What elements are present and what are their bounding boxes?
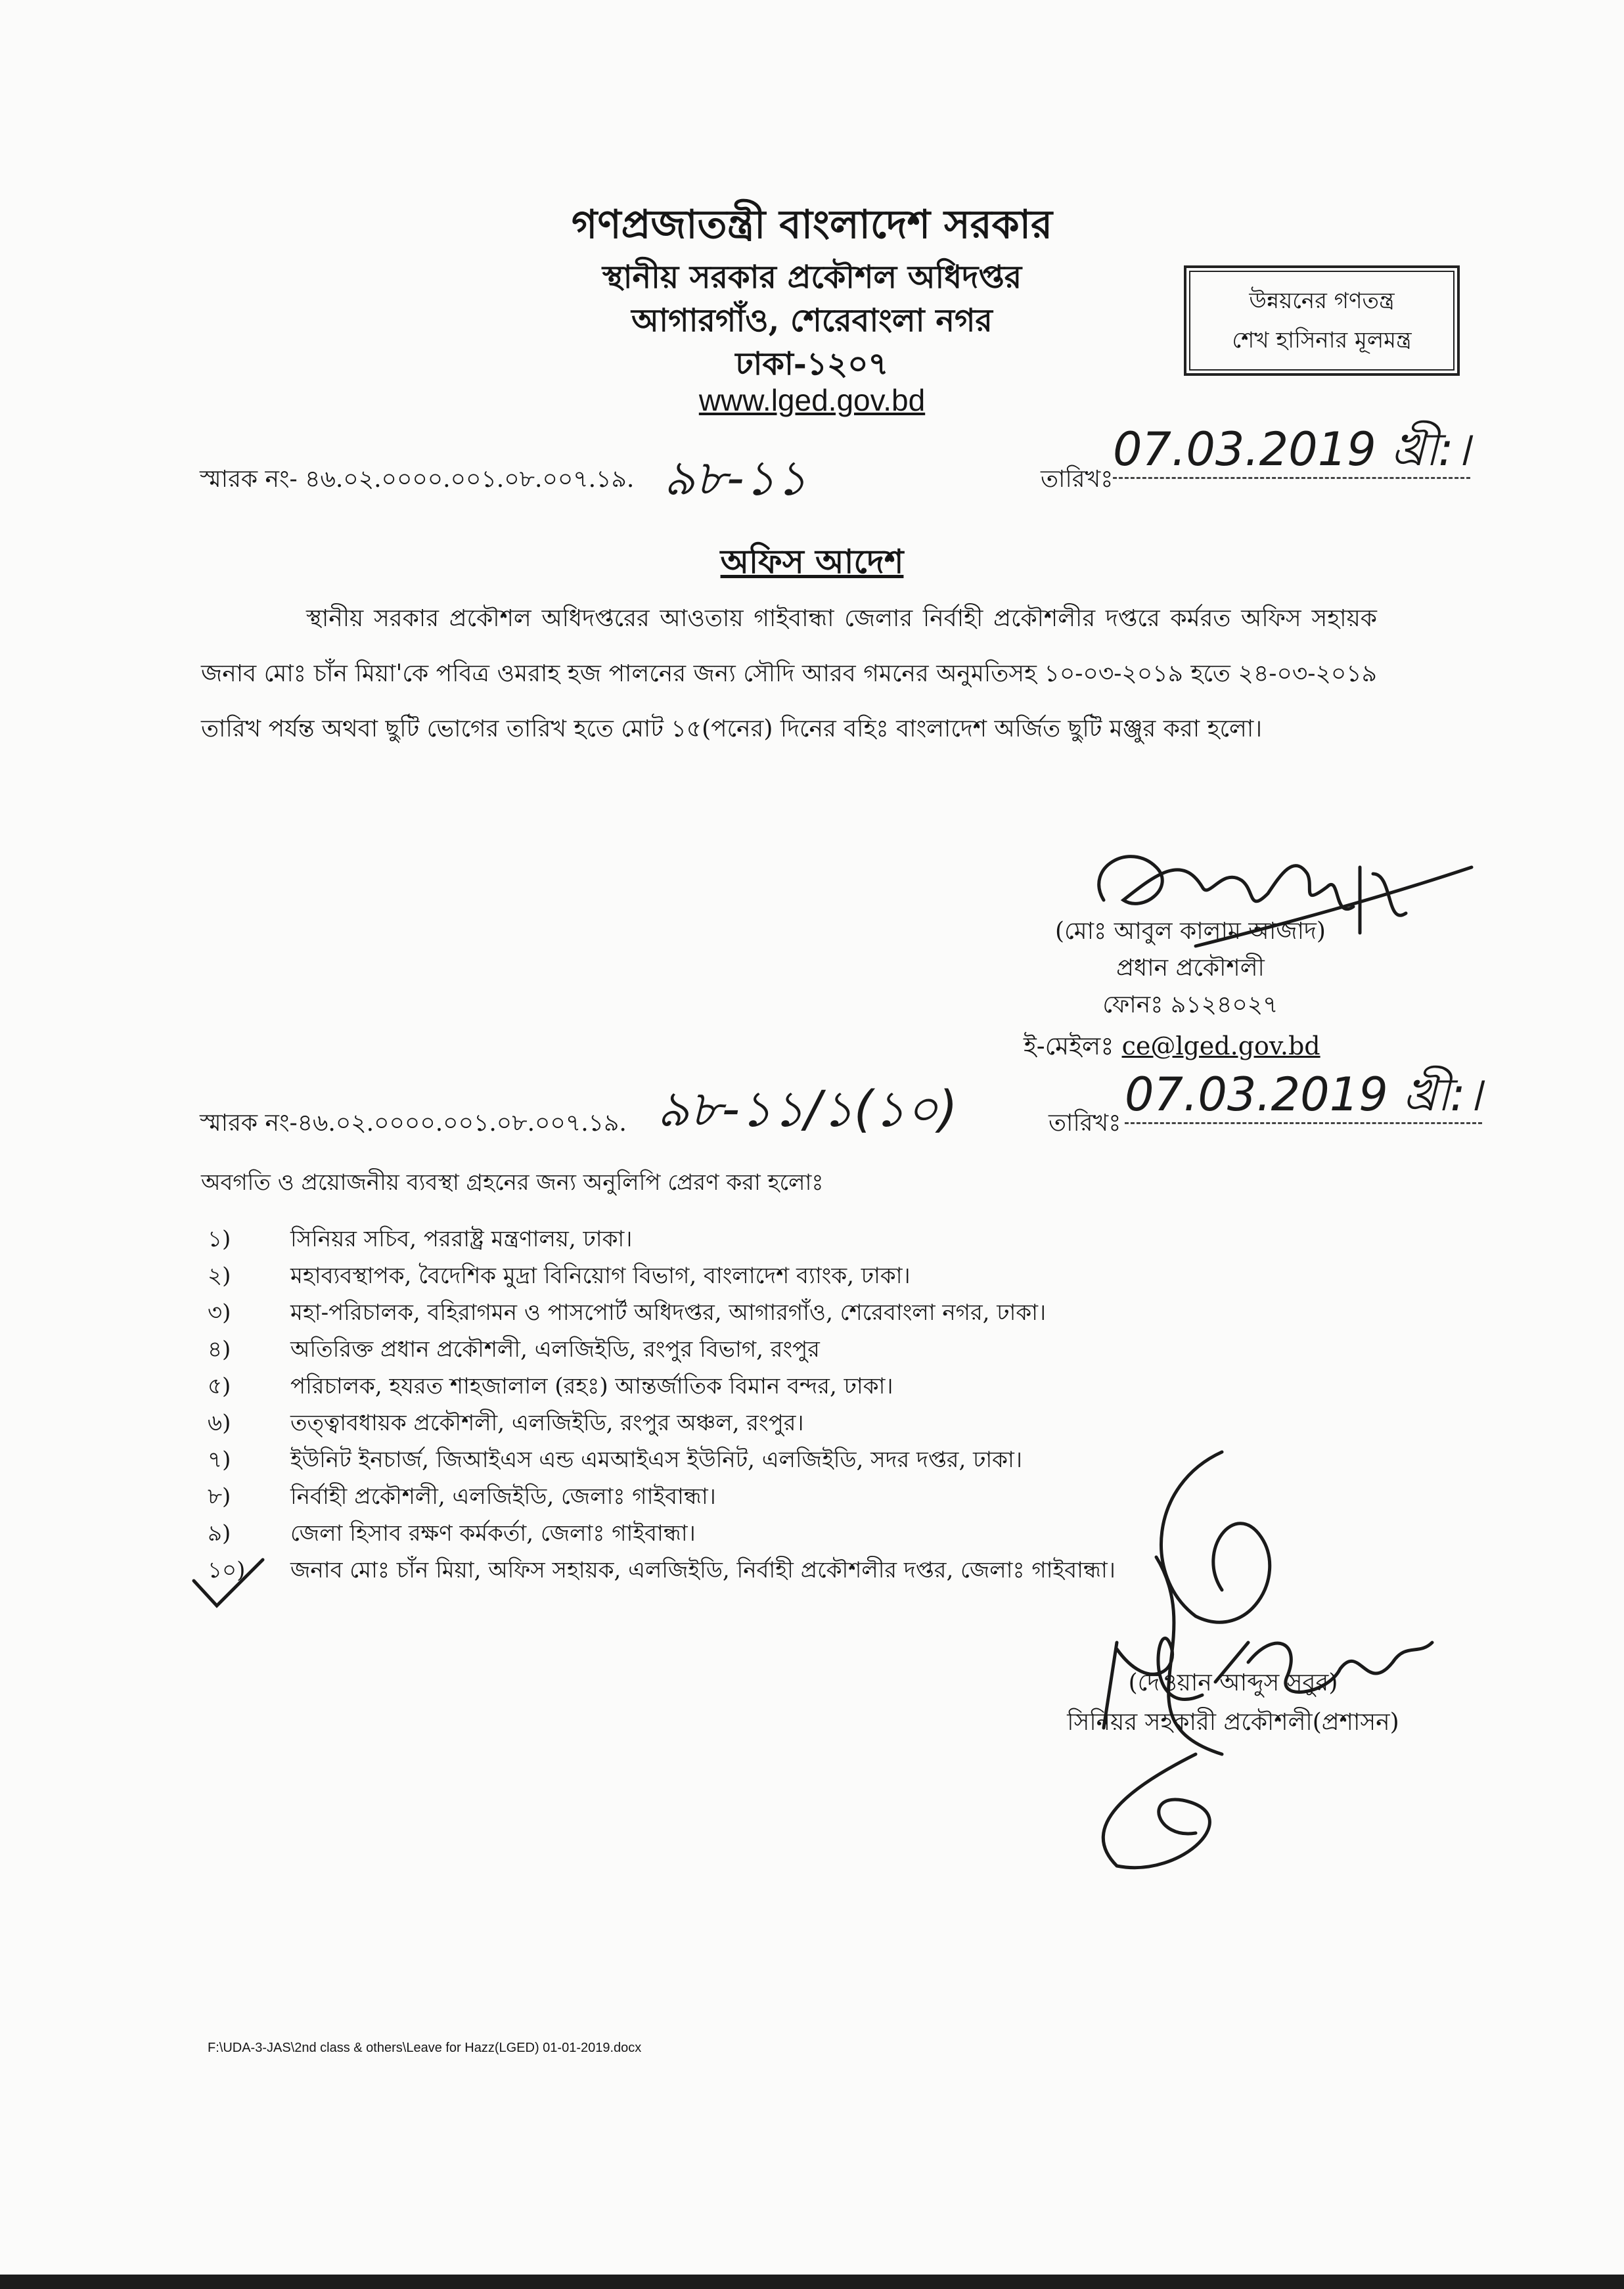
email-label: ই-মেইলঃ [1024, 1031, 1114, 1060]
memo-number-label: স্মারক নং- ৪৬.০২.০০০০.০০১.০৮.০০৭.১৯. [200, 466, 635, 493]
city-line: ঢাকা-১২০৭ [735, 346, 889, 382]
motto-line-2: শেখ হাসিনার মূলমন্ত্র [1232, 327, 1412, 353]
signatory1-designation: প্রধান প্রকৌশলী [1116, 955, 1265, 982]
website-link[interactable]: www.lged.gov.bd [698, 383, 926, 417]
address-line: আগারগাঁও, শেরেবাংলা নগর [631, 302, 993, 339]
signatory2-name: (দেওয়ান আব্দুস সবুর) [1128, 1669, 1338, 1696]
signatory2-block [1020, 1664, 1447, 1742]
signatory1-email-line [1024, 1027, 1320, 1069]
memo2-handwritten-date: 07.03.2019 খ্রী:। [1125, 1067, 1482, 1124]
memo2-number-label: স্মারক নং-৪৬.০২.০০০০.০০১.০৮.০০৭.১৯. [200, 1110, 627, 1137]
signature-senior-engineer [1051, 1445, 1472, 1879]
scan-edge [0, 2275, 1624, 2289]
email-address[interactable]: ce@lged.gov.bd [1121, 1031, 1320, 1060]
distribution-intro: অবগতি ও প্রয়োজনীয় ব্যবস্থা গ্রহনের জন্য অনুলিপি প্রেরণ করা হলোঃ [201, 1169, 824, 1196]
signatory1-name: (মোঃ আবুল কালাম আজাদ) [1055, 918, 1326, 945]
office-order-title: অফিস আদেশ [720, 542, 904, 581]
signatory1-phone: ফোনঃ ৯১২৪০২৭ [1102, 991, 1278, 1018]
signatory2-designation: সিনিয়র সহকারী প্রকৌশলী(প্রশাসন) [1067, 1709, 1399, 1736]
checkmark-icon [191, 1554, 269, 1614]
memo2-handwritten-number: ৯৮-১১/১(১০) [657, 1079, 958, 1138]
memo-date-label: তারিখঃ [1041, 466, 1114, 493]
signatory1-block [1033, 913, 1348, 1024]
memo-handwritten-date: 07.03.2019 খ্রী:। [1113, 422, 1470, 479]
memo2-date-label: তারিখঃ [1049, 1110, 1121, 1137]
motto-line-1: উন্নয়নের গণতন্ত্র [1249, 288, 1395, 314]
memo-handwritten-number: ৯৮-১১ [664, 450, 807, 507]
file-path: F:\UDA-3-JAS\2nd class & others\Leave for Hazz(LGED) 01-01-2019.docx [208, 2041, 642, 2055]
motto-box [1184, 265, 1460, 376]
department-name: স্থানীয় সরকার প্রকৌশল অধিদপ্তর [602, 259, 1022, 296]
govt-title: গণপ্রজাতন্ত্রী বাংলাদেশ সরকার [572, 202, 1052, 248]
office-order-body: স্থানীয় সরকার প্রকৌশল অধিদপ্তরের আওতায় গাইবান্ধা জেলার নির্বাহী প্রকৌশলীর দপ্তরে কর্মরত অফিস সহায়ক জনাব মোঃ চাঁন মিয়া'কে পবিত্র ওমরাহ হজ পালনের জন্য সৌদি আরব গমনের অনুমতিসহ ১০-০৩-২০১৯ হতে ২৪-০৩-২০১৯ তারিখ পর্যন্ত অথবা ছুটি ভোগের তারিখ হতে মোট ১৫(পনের) দিনের বহিঃ বাংলাদেশ অর্জিত ছুটি মঞ্জুর করা হলো। [201, 605, 1377, 742]
